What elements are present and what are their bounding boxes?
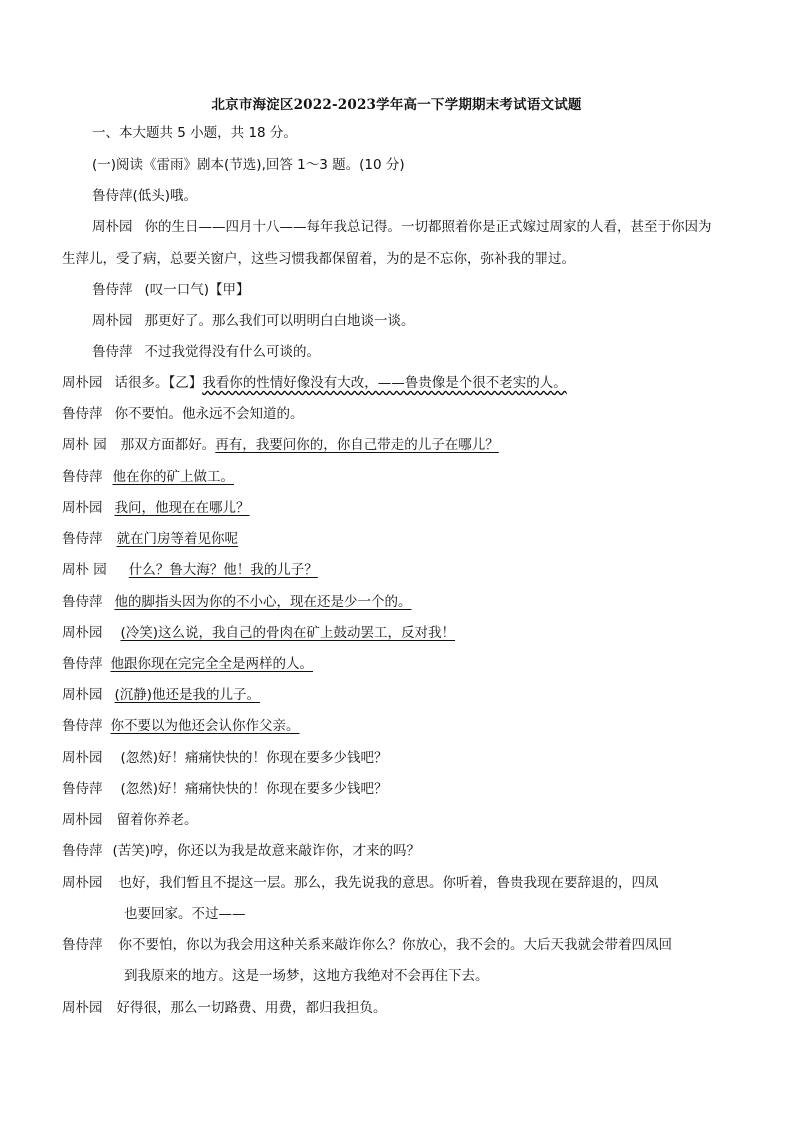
speaker-name: 鲁侍萍: [62, 594, 103, 610]
underlined-text: 再有，我要问你的，你自己带走的儿子在哪儿？: [215, 437, 499, 453]
dialogue-line: [92, 344, 320, 360]
speaker-name: 周朴园: [92, 313, 133, 329]
speaker-name: 周朴园: [62, 687, 103, 703]
speaker-name: 鲁侍萍: [92, 188, 133, 204]
dialogue-line: [62, 500, 250, 516]
dialogue-text: (苦笑)哼，你还以为我是故意来敲诈你，才来的吗？: [112, 843, 421, 859]
speaker-name: 周朴园: [92, 219, 133, 235]
dialogue-text: (低头)哦。: [132, 188, 198, 204]
dialogue-text: 留着你养老。: [116, 812, 198, 828]
dialogue-text: (叹一口气)【甲】: [144, 282, 250, 298]
dialogue-line: [62, 406, 304, 422]
dialogue-continuation: 生萍儿，受了病，总要关窗户，这些习惯我都保留着，为的是不忘你，弥补我的罪过。: [62, 251, 575, 267]
dialogue-line: [62, 656, 313, 672]
dialogue-line: [92, 282, 250, 298]
dialogue-text: (忽然)好！痛痛快快的！你现在要多少钱吧？: [120, 750, 388, 766]
underlined-text: (沉静)他还是我的儿子。: [114, 687, 261, 703]
underlined-text: 他跟你现在完完全全是两样的人。: [110, 656, 313, 672]
dialogue-line: [62, 531, 238, 547]
dialogue-line: [62, 750, 388, 766]
dialogue-text: 那更好了。那么我们可以明明白白地谈一谈。: [144, 313, 415, 329]
speaker-name: 周朴 园: [62, 437, 107, 453]
dialogue-text: 也好，我们暂且不提这一层。那么，我先说我的意思。你听着，鲁贵我现在要辞退的，四凤: [118, 875, 659, 891]
dialogue-line: [92, 188, 197, 204]
underlined-text: 我问，他现在在哪儿？: [114, 500, 250, 516]
dialogue-line: [62, 625, 455, 641]
dialogue-text: 不过我觉得没有什么可谈的。: [144, 344, 320, 360]
speaker-name: 鲁侍萍: [62, 656, 103, 672]
speaker-name: 鲁侍萍: [62, 937, 103, 953]
dialogue-text: 你的生日——四月十八——每年我总记得。一切都照着你是正式嫁过周家的人看，甚至于你因为: [144, 219, 712, 235]
dialogue-line: [62, 687, 260, 703]
speaker-name: 周朴 园: [62, 562, 107, 578]
speaker-name: 鲁侍萍: [92, 282, 133, 298]
dialogue-line: [62, 937, 672, 953]
speaker-name: 鲁侍萍: [62, 469, 103, 485]
speaker-name: 周朴园: [62, 500, 103, 516]
underlined-text: 他的脚指头因为你的不小心，现在还是少一个的。: [114, 594, 412, 610]
dialogue-line: [62, 812, 198, 828]
subsection-heading: (一)阅读《雷雨》剧本(节选),回答 1～3 题。(10 分): [92, 157, 405, 173]
page-title: 北京市海淀区2022-2023学年高一下学期期末考试语文试题: [211, 97, 582, 113]
dialogue-line: [62, 1000, 387, 1016]
speaker-name: 周朴园: [62, 750, 103, 766]
dialogue-line: [62, 375, 567, 391]
dialogue-continuation: 也要回家。不过——: [124, 906, 246, 922]
blank-marker-yi: 【乙】: [168, 375, 203, 391]
dialogue-line: [62, 594, 412, 610]
dialogue-line: [62, 437, 499, 453]
dialogue-line: [92, 313, 415, 329]
speaker-name: 鲁侍萍: [92, 344, 133, 360]
speaker-name: 周朴园: [62, 625, 103, 641]
dialogue-line: [62, 469, 234, 485]
marked-sentence: 我看你的性情好像没有大改，——鲁贵像是个很不老实的人。: [202, 375, 567, 391]
speaker-name: 周朴园: [62, 812, 103, 828]
dialogue-text: 话很多。: [114, 375, 169, 391]
dialogue-text: 那双方面都好。: [120, 437, 216, 453]
speaker-name: 鲁侍萍: [62, 781, 103, 797]
underlined-text: 就在门房等着见你呢: [116, 531, 238, 547]
speaker-name: 周朴园: [62, 1000, 103, 1016]
speaker-name: 周朴园: [62, 375, 103, 391]
dialogue-line: [62, 843, 420, 859]
underlined-text: (冷笑)这么说，我自己的骨肉在矿上鼓动罢工，反对我！: [120, 625, 456, 641]
dialogue-line: [62, 718, 300, 734]
dialogue-text: 你不要怕。他永远不会知道的。: [114, 406, 304, 422]
dialogue-continuation: 到我原来的地方。这是一场梦，这地方我绝对不会再住下去。: [124, 968, 489, 984]
speaker-name: 周朴园: [62, 875, 103, 891]
dialogue-text: (忽然)好！痛痛快快的！你现在要多少钱吧？: [120, 781, 388, 797]
dialogue-line: [62, 875, 659, 891]
dialogue-line: [92, 219, 712, 235]
dialogue-text: 好得很，那么一切路费、用费，都归我担负。: [116, 1000, 387, 1016]
speaker-name: 鲁侍萍: [62, 531, 103, 547]
underlined-text: 他在你的矿上做工。: [112, 469, 234, 485]
dialogue-text: 你不要怕，你以为我会用这种关系来敲诈你么？你放心，我不会的。大后天我就会带着四凤回: [118, 937, 672, 953]
underlined-text: 什么？鲁大海？他！我的儿子？: [128, 562, 318, 578]
dialogue-line: [62, 781, 388, 797]
speaker-name: 鲁侍萍: [62, 406, 103, 422]
underlined-text: 你不要以为他还会认你作父亲。: [110, 718, 300, 734]
section-heading: 一、本大题共 5 小题，共 18 分。: [92, 125, 297, 141]
dialogue-line: [62, 562, 318, 578]
speaker-name: 鲁侍萍: [62, 718, 103, 734]
speaker-name: 鲁侍萍: [62, 843, 103, 859]
